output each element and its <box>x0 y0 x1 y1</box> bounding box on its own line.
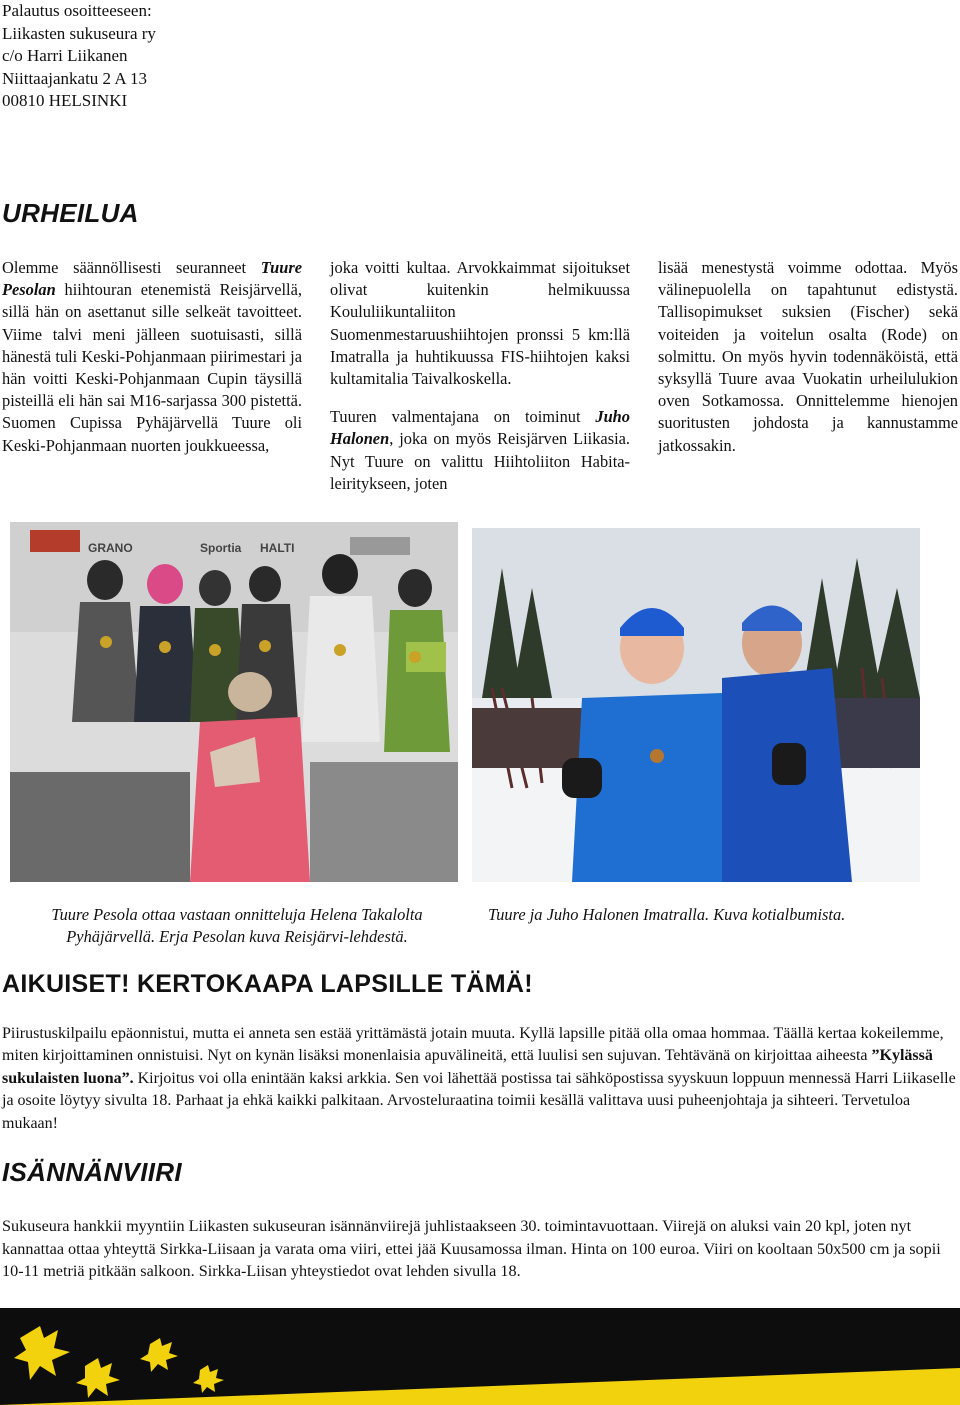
sponsor-logo: GRANO <box>88 541 133 555</box>
pennant-banner <box>0 1308 960 1405</box>
writing-topic: ”Kylässä sukulaisten luona”. <box>2 1047 933 1087</box>
isannanviiri-paragraph: Sukuseura hankkii myyntiin Liikasten sukuseuran isännänviirejä juhlistaakseen 30. toimintavuottaan. Viirejä on aluksi vain 20 kpl, joten nyt kannattaa ottaa yhteyttä Sirkka-Liisaan ja varata oma viiri, ettei jää Kuusamossa ilman. Hinta on 100 euroa. Viiri on kooltaan 50x500 cm ja sopii 10-11 metriä pitkään salkoon. Sirkka-Liisan yhteystiedot ovat lehden sivulla 18. <box>2 1217 941 1281</box>
podium-photo <box>10 522 458 882</box>
address-line: Niittaajankatu 2 A 13 <box>2 68 147 88</box>
podium-photo-image <box>10 522 458 882</box>
section-title-urheilua: URHEILUA <box>2 198 139 228</box>
article-column-1 <box>2 257 302 473</box>
paragraph: Tuuren valmentajana on toiminut Juho Halonen, joka on myös Reisjärven Liikasia. Nyt Tuure on valittu Hiihtoliiton Habita-leiritykseen, joten <box>330 407 630 493</box>
article-column-2 <box>330 257 630 511</box>
person-name: Tuure Pesolan <box>2 258 302 300</box>
imatra-photo-caption: Tuure ja Juho Halonen Imatralla. Kuva kotialbumista. <box>488 905 846 924</box>
paragraph: joka voitti kultaa. Arvokkaimmat sijoitukset olivat kuitenkin helmikuussa Koululiikuntaliiton Suomenmestaruushiihtojen pronssi 5 km:llä Imatralla ja huhtikuussa FIS-hiihtojen kaksi kultamitalia Taivalkoskella. <box>330 258 630 389</box>
paragraph: lisää menestystä voimme odottaa. Myös välinepuolella on tapahtunut edistystä. Tallisopimukset suksien (Fischer) sekä voiteiden ja voitelun osalta (Rode) on solmittu. On myös hyvin todennäköistä, että syksyllä Tuure avaa Vuokatin urheilulukion oven Sotkamossa. Onnittelemme hienojen suoritusten johdosta ja kannustamme jatkossakin. <box>658 258 958 455</box>
address-line: 00810 HELSINKI <box>2 91 128 111</box>
address-line: Liikasten sukuseura ry <box>2 23 156 43</box>
address-line: Palautus osoitteeseen: <box>2 1 152 20</box>
imatra-photo-image <box>472 528 920 882</box>
section-title-aikuiset: AIKUISET! KERTOKAAPA LAPSILLE TÄMÄ! <box>2 970 533 998</box>
imatra-photo <box>472 528 920 882</box>
return-address <box>2 0 156 113</box>
sponsor-logo: Sportia <box>200 541 242 555</box>
sponsor-logo: HALTI <box>260 541 295 555</box>
paragraph: Olemme säännöllisesti seuranneet Tuure Pesolan hiihtouran etenemistä Reisjärvellä, sillä hän on asettanut sille selkeät tavoitteet. Viime talvi meni jälleen suotuisasti, sillä hänestä tuli Keski-Pohjanmaan piirimestari ja hän voitti Keski-Pohjanmaan Cupin täysillä pisteillä eli hän sai M16-sarjassa 300 pistettä. Suomen Cupissa Pyhäjärvellä Tuure oli Keski-Pohjanmaan nuorten joukkueessa, <box>2 258 302 455</box>
article-column-3 <box>658 257 958 473</box>
section-title-isannanviiri: ISÄNNÄNVIIRI <box>2 1157 182 1187</box>
address-line: c/o Harri Liikanen <box>2 46 128 66</box>
person-name: Juho Halonen <box>330 407 630 449</box>
podium-photo-caption: Tuure Pesola ottaa vastaan onnitteluja Helena Takalolta Pyhäjärvellä. Erja Pesolan kuva Reisjärvi-lehdestä. <box>51 905 423 946</box>
aikuiset-paragraph: Piirustuskilpailu epäonnistui, mutta ei anneta sen estää yrittämästä jotain muuta. Kyllä lapsille pitää olla omaa hommaa. Täällä kertaa kokeilemme, miten kirjoittaminen onnistuisi. Nyt on kynän lisäksi monenlaisia apuvälineitä, että luulisi sen sujuvan. Tehtävänä on kirjoittaa aiheesta ”Kylässä sukulaisten luona”. Kirjoitus voi olla enintään kaksi arkkia. Sen voi lähettää postissa tai sähköpostissa syyskuun loppuun mennessä Harri Liikaselle ja osoite löytyy sivulta 18. Parhaat ja ehkä kaikki palkitaan. Arvosteluraatina toimii kesällä valittava uusi puheenjohtaja ja sihteeri. Tervetuloa mukaan! <box>2 1025 956 1132</box>
